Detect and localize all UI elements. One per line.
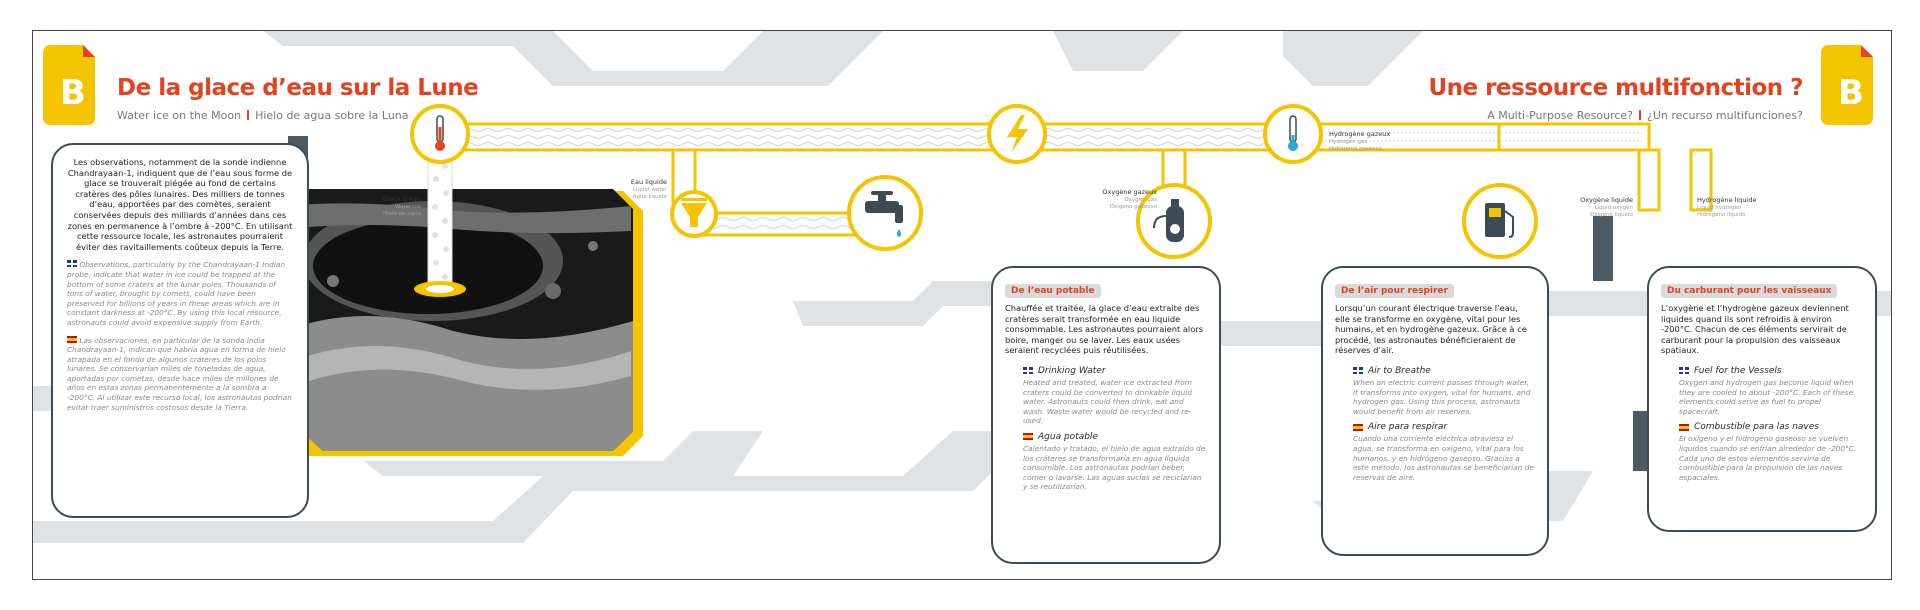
left-subtitle (117, 109, 409, 122)
panel-fuel-es: El oxígeno y el hidrógeno gaseoso se vuelven líquidos cuando se enfrían alrededor de -200°C. Cada uno de estos elementos serviría de combustible para la propulsión de las naves espaciales. (1679, 434, 1857, 482)
label-oxygene-gazeux-es: Oxígeno gaseoso (1109, 204, 1157, 210)
left-subtitle-en: Water ice on the Moon (117, 109, 242, 122)
panel-water-es-heading (1023, 432, 1207, 442)
panel-air-tag: De l’air pour respirer (1335, 284, 1454, 298)
panel-drinking-water (991, 266, 1221, 564)
spain-flag-icon (67, 336, 77, 343)
label-glace-es: Hielo de agua (382, 211, 421, 217)
label-eau-liquide-es: Agua líquida (632, 194, 667, 200)
spain-flag-icon (1353, 424, 1363, 431)
label-oxygene-gazeux-en: Oxygen gas (1124, 196, 1157, 203)
label-glace-fr: Glace d’eau (382, 195, 421, 203)
label-hydrogene-liquide-es: Hidrógeno líquido (1697, 212, 1746, 218)
label-hydrogene-liquide-fr: Hydrogène liquide (1697, 196, 1757, 204)
panel-fuel-tag: Du carburant pour les vaisseaux (1661, 284, 1837, 298)
panel-fuel-en-title: Fuel for the Vessels (1694, 365, 1782, 376)
panel-air-en-heading (1353, 366, 1535, 376)
label-glace (353, 196, 421, 219)
panel-air-en: When an electric current passes through water, it transforms into oxygen, vital for humans, and hydrogen gas. Using this process, astronauts would benefit from air reserves. (1353, 377, 1531, 416)
right-subtitle-en: A Multi-Purpose Resource? (1487, 109, 1634, 122)
left-title: De la glace d’eau sur la Lune (117, 75, 479, 101)
label-oxygene-gazeux (1085, 189, 1157, 212)
left-subtitle-es: Hielo de agua sobre la Luna (255, 109, 409, 122)
label-hydrogene-gazeux-es: Hidrógeno gaseoso (1329, 146, 1382, 152)
spain-flag-icon (1679, 424, 1689, 431)
right-subtitle-es: ¿Un recurso multifunciones? (1647, 109, 1803, 122)
label-eau-liquide (605, 179, 667, 202)
panel-fuel-es-heading (1679, 422, 1863, 432)
label-hydrogene-liquide (1697, 197, 1777, 220)
panel-air-es-title: Aire para respirar (1368, 422, 1448, 433)
intro-text-es (67, 336, 293, 413)
left-badge-letter: B (60, 73, 86, 113)
panel-water-fr: Chauffée et traitée, la glace d’eau extraite des cratères serait transformée en eau liquide consommable. Les astronautes pourraient alors boire, manger ou se laver. Les eaux usées seraient recyclées puis réutilisées. (1005, 303, 1204, 356)
spain-flag-icon (1023, 433, 1033, 440)
uk-flag-icon (1679, 367, 1689, 374)
right-badge-letter: B (1838, 73, 1864, 113)
panel-air-to-breathe (1321, 266, 1549, 556)
label-oxygene-gazeux-fr: Oxygène gazeux (1102, 188, 1157, 196)
panel-fuel-en: Oxygen and hydrogen gas become liquid when they are cooled to about -200°C. Each of these elements could serve as fuel to propel spacecraft. (1679, 377, 1854, 416)
exhibit-panel (32, 30, 1892, 580)
label-hydrogene-liquide-en: Liquid hydrogen (1697, 204, 1742, 211)
label-hydrogene-gazeux-fr: Hydrogène gazeux (1329, 130, 1391, 138)
right-subtitle (1487, 109, 1803, 122)
intro-panel (51, 143, 309, 518)
panel-fuel (1647, 266, 1877, 532)
label-eau-liquide-fr: Eau liquide (630, 178, 667, 186)
uk-flag-icon (1023, 367, 1033, 374)
uk-flag-icon (67, 260, 77, 267)
panel-water-es-title: Agua potable (1038, 431, 1098, 442)
intro-text-en (67, 260, 293, 327)
label-oxygene-liquide (1565, 197, 1633, 220)
label-glace-en: Water ice (395, 203, 421, 210)
label-hydrogene-gazeux-en: Hydrogen gas (1329, 138, 1368, 145)
panel-air-fr: Lorsqu’un courant électrique traverse l’eau, elle se transforme en oxygène, vital pour les humains, et en hydrogène gazeux. Grâce à ce procédé, les astronautes bénéficieraient de réserves d’air. (1335, 303, 1527, 356)
right-title: Une ressource multifonction ? (1428, 75, 1803, 101)
label-oxygene-liquide-fr: Oxygène liquide (1580, 196, 1633, 204)
panel-fuel-fr: L’oxygène et l’hydrogène gazeux deviennent liquides quand ils sont refroidis à environ -200°C. Chacun de ces éléments servirait de carburant pour la propulsion des vaisseaux spatiaux. (1661, 303, 1849, 356)
intro-es-body: Las observaciones, en particular de la sonda india Chandrayaan-1, indican que habría agua en forma de hielo atrapada en el fondo de algunos cráteres de los polos lunares. Se conservarían miles de toneladas de agua, aportadas por cometas, desde hace miles de millones de años en estas zonas permanentemente a la sombra a -200°C. Al utilizar este recurso local, los astronautas podrían evitar traer suministros costosos desde la Tierra. (67, 335, 292, 412)
panel-air-en-title: Air to Breathe (1368, 365, 1431, 376)
panel-water-en: Heated and treated, water ice extracted from craters could be converted to drinkable liquid water. Astronauts could then drink, eat and wash. Waste water would be recycled and re-used. (1023, 377, 1192, 426)
panel-water-tag: De l’eau potable (1005, 284, 1101, 298)
panel-water-en-heading (1023, 366, 1207, 376)
label-oxygene-liquide-en: Liquid oxygen (1594, 204, 1633, 211)
panel-fuel-en-heading (1679, 366, 1863, 376)
panel-air-es-heading (1353, 422, 1535, 432)
label-eau-liquide-en: Liquid water (632, 186, 667, 193)
panel-fuel-es-title: Combustible para las naves (1694, 422, 1819, 433)
label-hydrogene-gazeux (1329, 131, 1434, 154)
panel-water-es: Calentado y tratado, el hielo de agua extraído de los cráteres se transformaría en agua líquida consumible. Los astronautas podrían beber, comer o lavarse. Las aguas sucias se reciclarían y se reutilizarían. (1023, 443, 1206, 492)
intro-text-fr: Les observations, notamment de la sonde indienne Chandrayaan-1, indiquent que de l’eau sous forme de glace se trouverait piégée au fond de certains cratères des pôles lunaires. Des milliers de tonnes d’eau, apportées par des comètes, seraient conservées depuis des milliards d’années dans ces zones en permanence à l’ombre à -200°C. En utilisant cette ressource locale, les astronautes pourraient éviter des ravitaillements coûteux depuis la Terre. (67, 157, 293, 252)
panel-water-en-title: Drinking Water (1038, 365, 1106, 376)
uk-flag-icon (1353, 367, 1363, 374)
intro-en-body: Observations, particularly by the Chandrayaan-1 Indian probe, indicate that water in ice could be trapped at the bottom of some craters at the lunar poles. Thousands of tons of water, brought by comets, could have been preserved for billions of years in these areas which are in constant darkness at -200°C. By using this local resource, astronauts could avoid expensive supply from Earth. (67, 260, 286, 327)
panel-air-es: Cuando una corriente eléctrica atraviesa el agua, se transforma en oxígeno, vital para los humanos, y en hidrógeno gaseoso. Gracias a este método, los astronautas se beneficiarían de reservas de aire. (1353, 434, 1534, 482)
label-oxygene-liquide-es: Oxígeno líquido (1589, 212, 1633, 218)
